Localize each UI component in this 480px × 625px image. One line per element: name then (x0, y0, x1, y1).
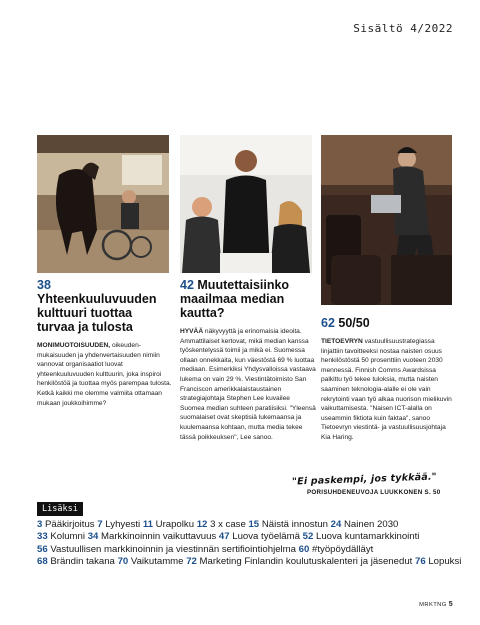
article-belonging[interactable] (37, 278, 173, 408)
page-number: 5 (448, 601, 453, 608)
article-lead: TIETOEVRYN (321, 338, 363, 345)
toc-item[interactable]: 68 Brändin takana (37, 556, 115, 568)
article-lead: HYVÄÄ (180, 328, 204, 335)
article-heading: Muutettaisiinko maailmaa median kautta? (180, 278, 290, 320)
toc-line (37, 531, 467, 543)
article-summary (37, 341, 173, 408)
article-page-number: 38 (37, 278, 51, 292)
table-of-contents (37, 519, 467, 569)
toc-item[interactable]: 76 Lopuksi (415, 556, 462, 568)
issue-title: Sisältö 4/2022 (353, 22, 453, 35)
toc-item[interactable]: 12 3 x case (196, 519, 246, 530)
article-page-number: 42 (180, 278, 194, 292)
toc-item[interactable]: 3 Pääkirjoitus (37, 519, 95, 530)
photo-three-people (180, 135, 312, 273)
pull-quote-attribution: PORISUHDENEUVOJA LUUKKONEN S. 50 (307, 489, 441, 496)
toc-line (37, 519, 467, 531)
toc-item[interactable]: 24 Nainen 2030 (330, 519, 399, 530)
article-text: oikeudenmukaisuuden ja yhdenvertaisuuden nimiin vannovat organisaatiot luovat yhteenkuuluvuuden kulttuurin, joka inspiroi henkilöstöä ja tuottaa myös parempaa tulosta. Ketkä kaikki me olemme valmiita ottamaan mukaan joukkoihimme? (37, 342, 172, 407)
section-label: Lisäksi (37, 502, 83, 516)
article-media[interactable] (180, 278, 316, 442)
toc-item[interactable]: 34 Markkinoinnin vaikuttavuus (87, 531, 217, 543)
article-summary (321, 337, 457, 443)
toc-item[interactable]: 47 Luova työelämä (218, 531, 300, 543)
article-heading: Yhteenkuuluvuuden kulttuuri tuottaa turvaa ja tulosta (37, 292, 157, 334)
article-page-number: 62 (321, 316, 335, 330)
article-text: näkyvyyttä ja erinomaisia ideoita. Ammattilaiset kertovat, mikä median kanssa työskentelyssä toimii ja mikä ei. Suomessa ollaan onnekkaita, kun väestöstä 69 % luottaa mediaan. Esimerkiksi Yhdysvalloissa vastaava lukema on vain 29 %. Viestintätoimisto San Franciscon amerikkalaistaustainen strategiajohtaja Stephen Lee kuvailee Suomea median suhteen paratiisiksi. "Yleensä suomalaiset ovat skeptisiä lukemaansa ja kuulemaansa kohtaan, mutta media tekee tässä poikkeuksen", Lee sanoo. (180, 328, 316, 441)
toc-item[interactable]: 11 Urapolku (142, 519, 195, 530)
photo-woman-laptop (321, 135, 452, 305)
toc-item[interactable]: 33 Kolumni (37, 531, 86, 543)
toc-item[interactable]: 70 Vaikutamme (117, 556, 184, 568)
article-text: vastuullisuustrategiassa linjattiin tavoitteeksi nostaa naisten osuus henkilöstöstä 50 prosenttiin vuoteen 2030 mennessä. Finnish Comms Awardsissa palkittu työ tekee tuloksia, mutta naisten saaminen teknologia-alalle ei ole vain rekrytointi vaan työ alkaa nuorison mielikuvin vaikuttamisesta. "Naisen ICT-alalla on useammin fiktiota kuin faktaa", sanoo Tietoevryn viestintä- ja vastuullisuusjohtaja Kia Haring. (321, 338, 452, 441)
page-footer (419, 601, 453, 608)
toc-item[interactable]: 15 Näistä innostun (248, 519, 328, 530)
article-title[interactable] (37, 278, 173, 334)
article-title[interactable] (321, 316, 457, 330)
toc-item[interactable]: 60 #työpöydälläyt (298, 543, 374, 555)
article-fifty-fifty[interactable] (321, 316, 457, 443)
toc-item[interactable]: 72 Marketing Finlandin koulutuskalenteri ja jäsenedut (186, 556, 413, 568)
toc-item[interactable]: 56 Vastuullisen markkinoinnin ja viestinnän sertifiointiohjelma (37, 543, 296, 555)
article-lead: MONIMUOTOISUUDEN, (37, 342, 111, 349)
article-summary (180, 327, 316, 442)
pull-quote: "Ei paskempi, jos tykkää." (291, 471, 438, 488)
magazine-brand: MRKTNG (419, 602, 447, 608)
toc-item[interactable]: 7 Lyhyesti (97, 519, 141, 530)
article-heading: 50/50 (338, 316, 370, 330)
article-title[interactable] (180, 278, 316, 320)
photo-horse-stable (37, 135, 169, 273)
toc-line (37, 544, 467, 556)
toc-item[interactable]: 52 Luova kuntamarkkinointi (302, 531, 420, 543)
toc-line (37, 556, 467, 568)
